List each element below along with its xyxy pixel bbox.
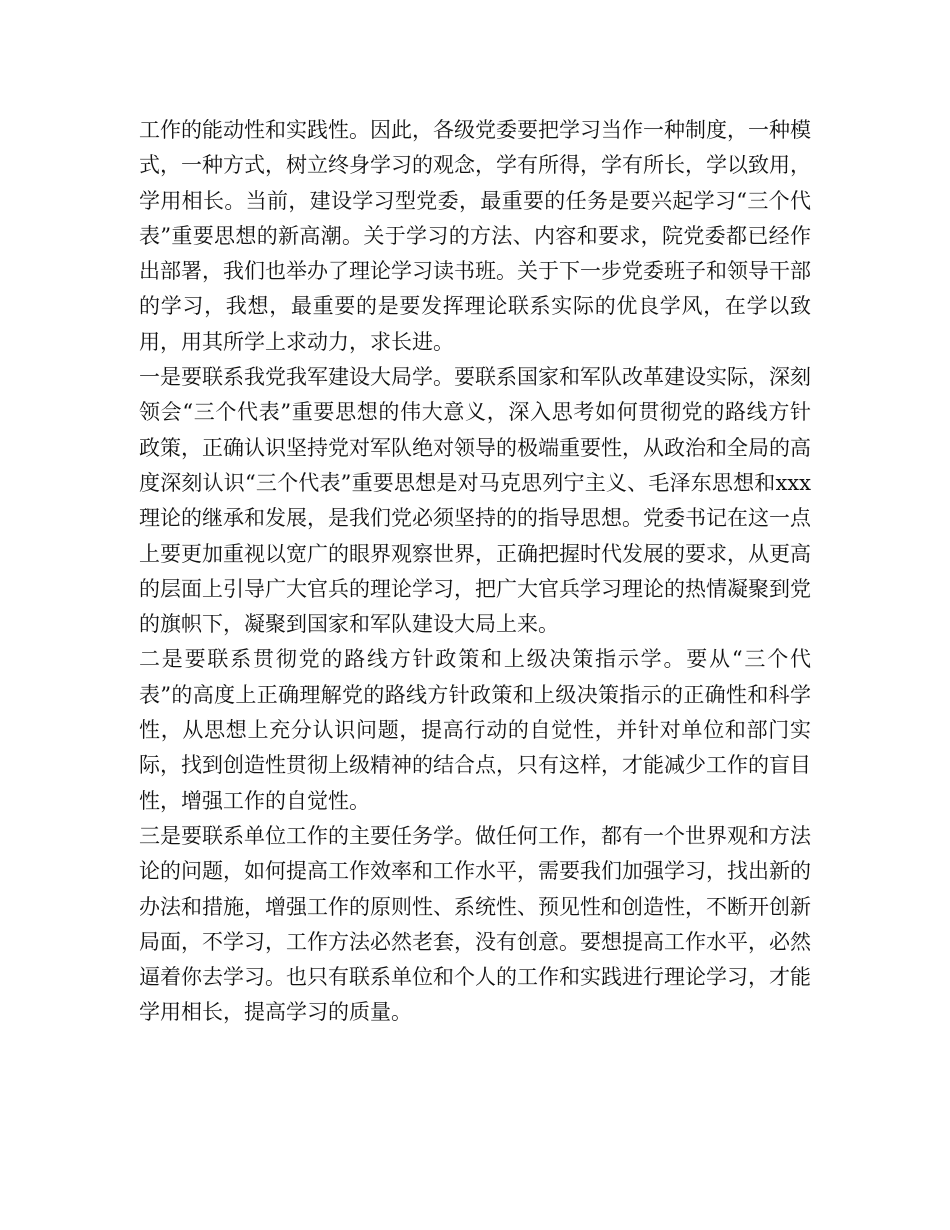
paragraph-point-three: 三是要联系单位工作的主要任务学。做任何工作，都有一个世界观和方法论的问题，如何提高工作效率和工作水平，需要我们加强学习，找出新的办法和措施，增强工作的原则性、系统性、预见性和创造性，不断开创新局面，不学习，工作方法必然老套，没有创意。要想提高工作水平，必然逼着你去学习。也只有联系单位和个人的工作和实践进行理论学习，才能学用相长，提高学习的质量。 [139,823,811,1025]
document-body [139,113,811,1031]
paragraph-point-one: 一是要联系我党我军建设大局学。要联系国家和军队改革建设实际，深刻领会“三个代表”重要思想的伟大意义，深入思考如何贯彻党的路线方针政策，正确认识坚持党对军队绝对领导的极端重要性，从政治和全局的高度深刻认识“三个代表”重要思想是对马克思列宁主义、毛泽东思想和xxx理论的继承和发展，是我们党必须坚持的的指导思想。党委书记在这一点上要更加重视以宽广的眼界观察世界，正确把握时代发展的要求，从更高的层面上引导广大官兵的理论学习，把广大官兵学习理论的热情凝聚到党的旗帜下，凝聚到国家和军队建设大局上来。 [139,365,811,637]
paragraph-point-two: 二是要联系贯彻党的路线方针政策和上级决策指示学。要从“三个代表”的高度上正确理解党的路线方针政策和上级决策指示的正确性和科学性，从思想上充分认识问题，提高行动的自觉性，并针对单位和部门实际，找到创造性贯彻上级精神的结合点，只有这样，才能减少工作的盲目性，增强工作的自觉性。 [139,647,811,813]
paragraph-continuation: 工作的能动性和实践性。因此，各级党委要把学习当作一种制度，一种模式，一种方式，树立终身学习的观念，学有所得，学有所长，学以致用，学用相长。当前，建设学习型党委，最重要的任务是要兴起学习“三个代表”重要思想的新高潮。关于学习的方法、内容和要求，院党委都已经作出部署，我们也举办了理论学习读书班。关于下一步党委班子和领导干部的学习，我想，最重要的是要发挥理论联系实际的优良学风，在学以致用，用其所学上求动力，求长进。 [139,118,811,354]
